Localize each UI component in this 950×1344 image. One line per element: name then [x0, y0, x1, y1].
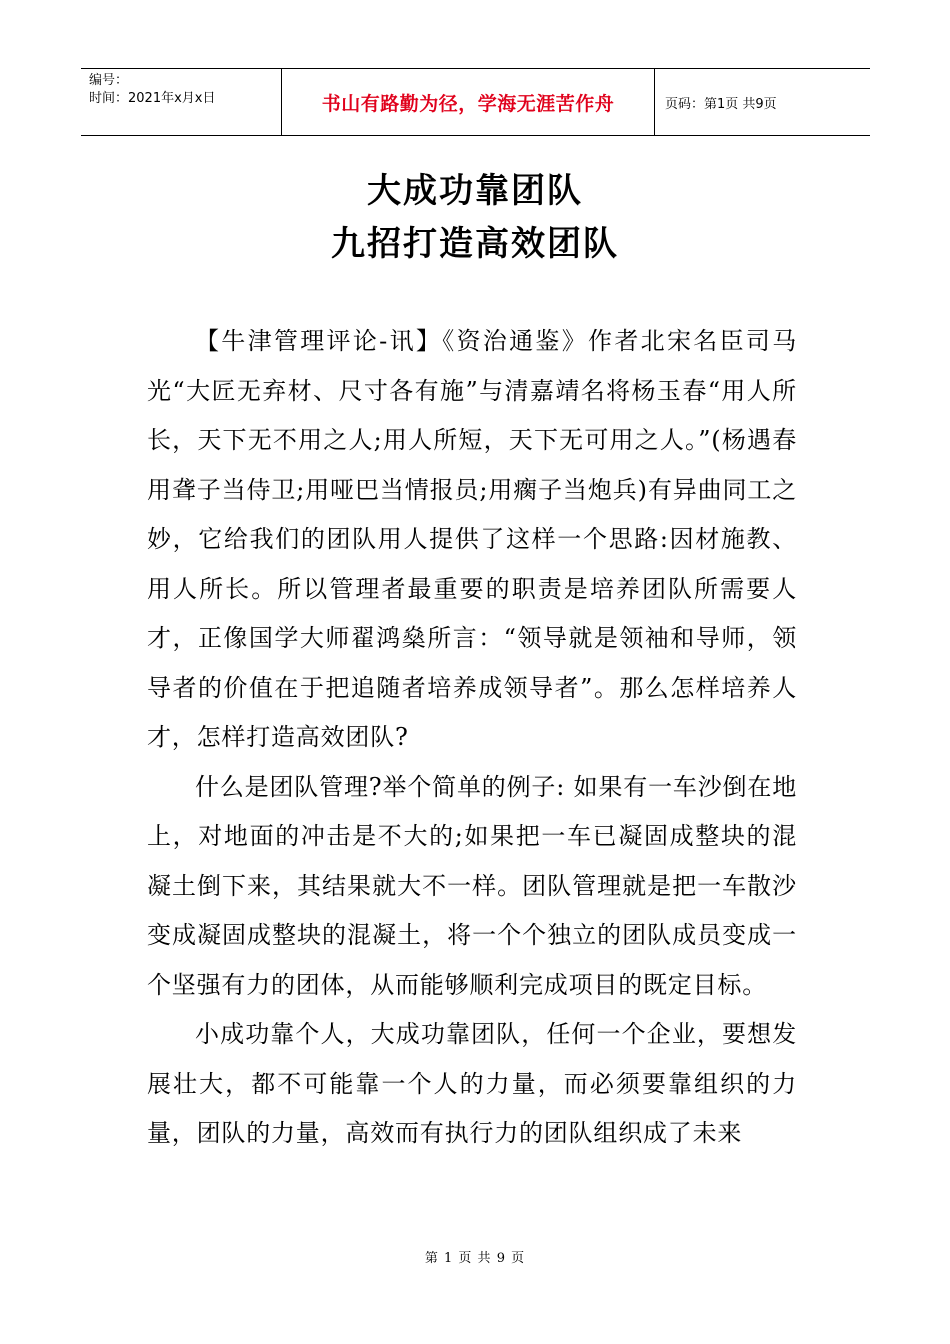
header-page-info: 页码：第1页 共9页	[665, 96, 777, 112]
body-paragraph: 【牛津管理评论-讯】《资治通鉴》作者北宋名臣司马光“大匠无弃材、尺寸各有施”与清嘉靖名将杨玉春“用人所长，天下无不用之人;用人所短，天下无可用之人。”(杨遇春用聋子当侍卫;用哑巴当情报员;用瘸子当炮兵)有异曲同工之妙，它给我们的团队用人提供了这样一个思路:因材施教、用人所长。所以管理者最重要的职责是培养团队所需要人才，正像国学大师翟鸿燊所言：“领导就是领袖和导师，领导者的价值在于把追随者培养成领导者”。那么怎样培养人才，怎样打造高效团队?	[147, 327, 797, 751]
date-label: 时间：2021年x月x日	[89, 91, 216, 106]
document-subtitle: 九招打造高效团队	[331, 224, 619, 264]
serial-number-label: 编号：	[89, 73, 129, 88]
body-paragraph: 什么是团队管理?举个简单的例子: 如果有一车沙倒在地上，对地面的冲击是不大的;如果把一车已凝固成整块的混凝土倒下来，其结果就大不一样。团队管理就是把一车散沙变成凝固成整块的混凝土，将一个个独立的团队成员变成一个坚强有力的团体，从而能够顺利完成项目的既定目标。	[147, 772, 797, 999]
header-meta-cell	[81, 69, 282, 135]
body-paragraph: 小成功靠个人，大成功靠团队，任何一个企业，要想发展壮大，都不可能靠一个人的力量，而必须要靠组织的力量，团队的力量，高效而有执行力的团队组织成了未来	[147, 1020, 797, 1147]
page-footer: 第 1 页 共 9 页	[424, 1251, 526, 1266]
header-motto: 书山有路勤为径，学海无涯苦作舟	[282, 69, 655, 135]
document-body	[147, 317, 797, 1159]
document-title: 大成功靠团队	[367, 171, 583, 211]
document-header	[81, 68, 870, 136]
